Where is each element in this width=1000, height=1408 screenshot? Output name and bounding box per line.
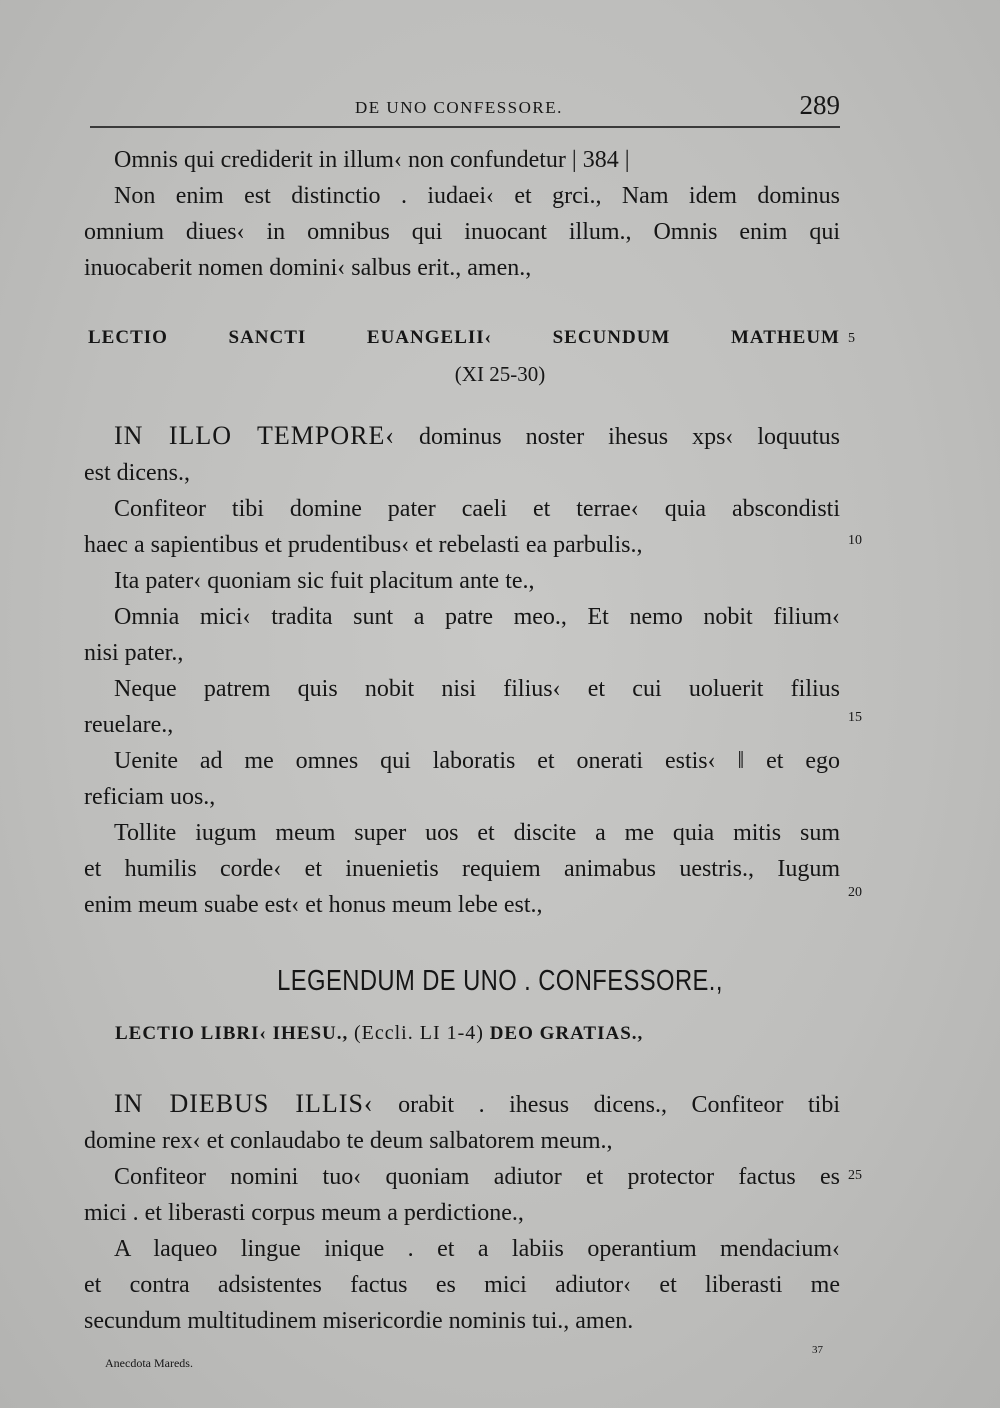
margin-line-number: 25 xyxy=(848,1168,862,1183)
text-line: Omnia mici‹ tradita sunt a patre meo., Et nemo nobit filium‹ xyxy=(114,604,840,630)
text-line: A laqueo lingue inique . et a labiis operantium mendacium‹ xyxy=(114,1236,840,1262)
running-head xyxy=(90,92,840,128)
text-block-1 xyxy=(84,142,840,286)
margin-line-number: 15 xyxy=(848,710,862,725)
text-line: reficiam uos., xyxy=(84,784,216,810)
lead-rest: dominus noster ihesus xps‹ loquutus xyxy=(418,424,841,450)
running-title: DE UNO CONFESSORE. xyxy=(355,98,563,117)
page-number: 289 xyxy=(799,90,840,120)
text-block-2 xyxy=(84,418,840,923)
margin-line-number: 10 xyxy=(848,533,862,548)
text-line: nisi pater., xyxy=(84,640,184,666)
text-line: enim meum suabe est‹ et honus meum lebe est., xyxy=(84,892,543,918)
text-line: inuocaberit nomen domini‹ salbus erit., amen., xyxy=(84,255,532,281)
text-line: Confiteor nomini tuo‹ quoniam adiutor et protector factus es xyxy=(114,1164,840,1190)
text-line: est dicens., xyxy=(84,460,190,486)
text-line: haec a sapientibus et prudentibus‹ et rebelasti ea parbulis., xyxy=(84,532,643,558)
text-line: Uenite ad me omnes qui laboratis et onerati estis‹ ‖ et ego xyxy=(114,748,840,774)
lead-caps: IN ILLO TEMPORE‹ xyxy=(114,421,396,450)
lectio-libri-reference: (Eccli. LI 1-4) xyxy=(353,1022,484,1044)
lectio-libri-closing: DEO GRATIAS., xyxy=(489,1023,644,1044)
text-line: Non enim est distinctio . iudaei‹ et grci., Nam idem dominus xyxy=(114,183,840,209)
lead-caps: IN DIEBUS ILLIS‹ xyxy=(114,1089,374,1118)
footer-sheet-number: 37 xyxy=(812,1344,823,1356)
legendum-heading: LEGENDUM DE UNO . CONFESSORE., xyxy=(277,965,723,997)
margin-line-number: 20 xyxy=(848,885,862,900)
text-line: et humilis corde‹ et inuenietis requiem animabus uestris., Iugum xyxy=(84,856,840,882)
lectio-libri-heading xyxy=(115,1022,840,1045)
margin-line-number: 5 xyxy=(848,331,855,346)
lectio-libri-title: LECTIO LIBRI‹ IHESU., xyxy=(115,1023,349,1044)
footer-signature: Anecdota Mareds. xyxy=(105,1356,193,1370)
text-line: secundum multitudinem misericordie nominis tui., amen. xyxy=(84,1308,634,1334)
text-line xyxy=(84,1086,840,1123)
text-line: Ita pater‹ quoniam sic fuit placitum ante te., xyxy=(114,568,535,594)
text-line: Confiteor tibi domine pater caeli et terrae‹ quia abscondisti xyxy=(114,496,840,522)
lectio-heading: LECTIO SANCTI EUANGELII‹ SECUNDUM MATHEUM xyxy=(88,327,840,348)
lead-rest: orabit . ihesus dicens., Confiteor tibi xyxy=(398,1092,841,1118)
text-line: Omnis qui crediderit in illum‹ non confundetur | 384 | xyxy=(114,147,630,173)
text-line: mici . et liberasti corpus meum a perdictione., xyxy=(84,1200,524,1226)
text-line: reuelare., xyxy=(84,712,174,738)
text-line: omnium diues‹ in omnibus qui inuocant illum., Omnis enim qui xyxy=(84,219,840,245)
text-block-3 xyxy=(84,1086,840,1339)
lectio-reference: (XI 25-30) xyxy=(454,362,546,386)
text-line xyxy=(84,418,840,455)
text-line: et contra adsistentes factus es mici adiutor‹ et liberasti me xyxy=(84,1272,840,1298)
text-line: Neque patrem quis nobit nisi filius‹ et cui uoluerit filius xyxy=(114,676,840,702)
text-line: domine rex‹ et conlaudabo te deum salbatorem meum., xyxy=(84,1128,613,1154)
text-line: Tollite iugum meum super uos et discite a me quia mitis sum xyxy=(114,820,840,846)
